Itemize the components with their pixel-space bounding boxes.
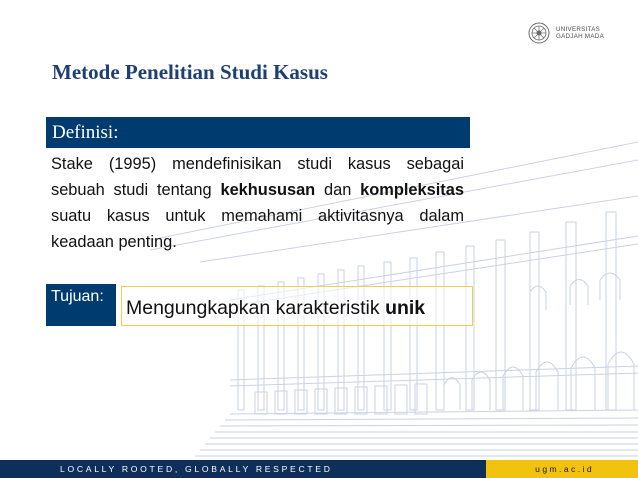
tujuan-text-bold: unik [385, 297, 426, 319]
definisi-text-part-1: Stake (1995) mendefinisikan studi kasus sebagai sebuah studi tentang [51, 155, 464, 199]
definisi-bold-kompleksitas: kompleksitas [360, 181, 464, 199]
definisi-header: Definisi: [46, 117, 470, 148]
logo-line-2: GADJAH MADA [556, 33, 604, 40]
logo-line-1: UNIVERSITAS [556, 25, 601, 33]
footer-website: ugm.ac.id [486, 460, 638, 478]
definisi-text-part-3: suatu kasus untuk memahami aktivitasnya dalam keadaan penting. [51, 207, 464, 251]
definisi-text [51, 151, 464, 255]
footer-bar [0, 460, 638, 478]
university-logo [528, 22, 604, 44]
footer-tagline: LOCALLY ROOTED, GLOBALLY RESPECTED [0, 460, 486, 478]
logo-wordmark [556, 26, 604, 41]
tujuan-text [126, 297, 425, 320]
ugm-seal-icon [528, 22, 550, 44]
slide-title: Metode Penelitian Studi Kasus [52, 60, 328, 84]
tujuan-text-prefix: Mengungkapkan karakteristik [126, 297, 386, 319]
definisi-text-part-2: dan [315, 181, 361, 199]
tujuan-label: Tujuan: [46, 284, 116, 326]
definisi-bold-kekhususan: kekhususan [220, 181, 316, 199]
